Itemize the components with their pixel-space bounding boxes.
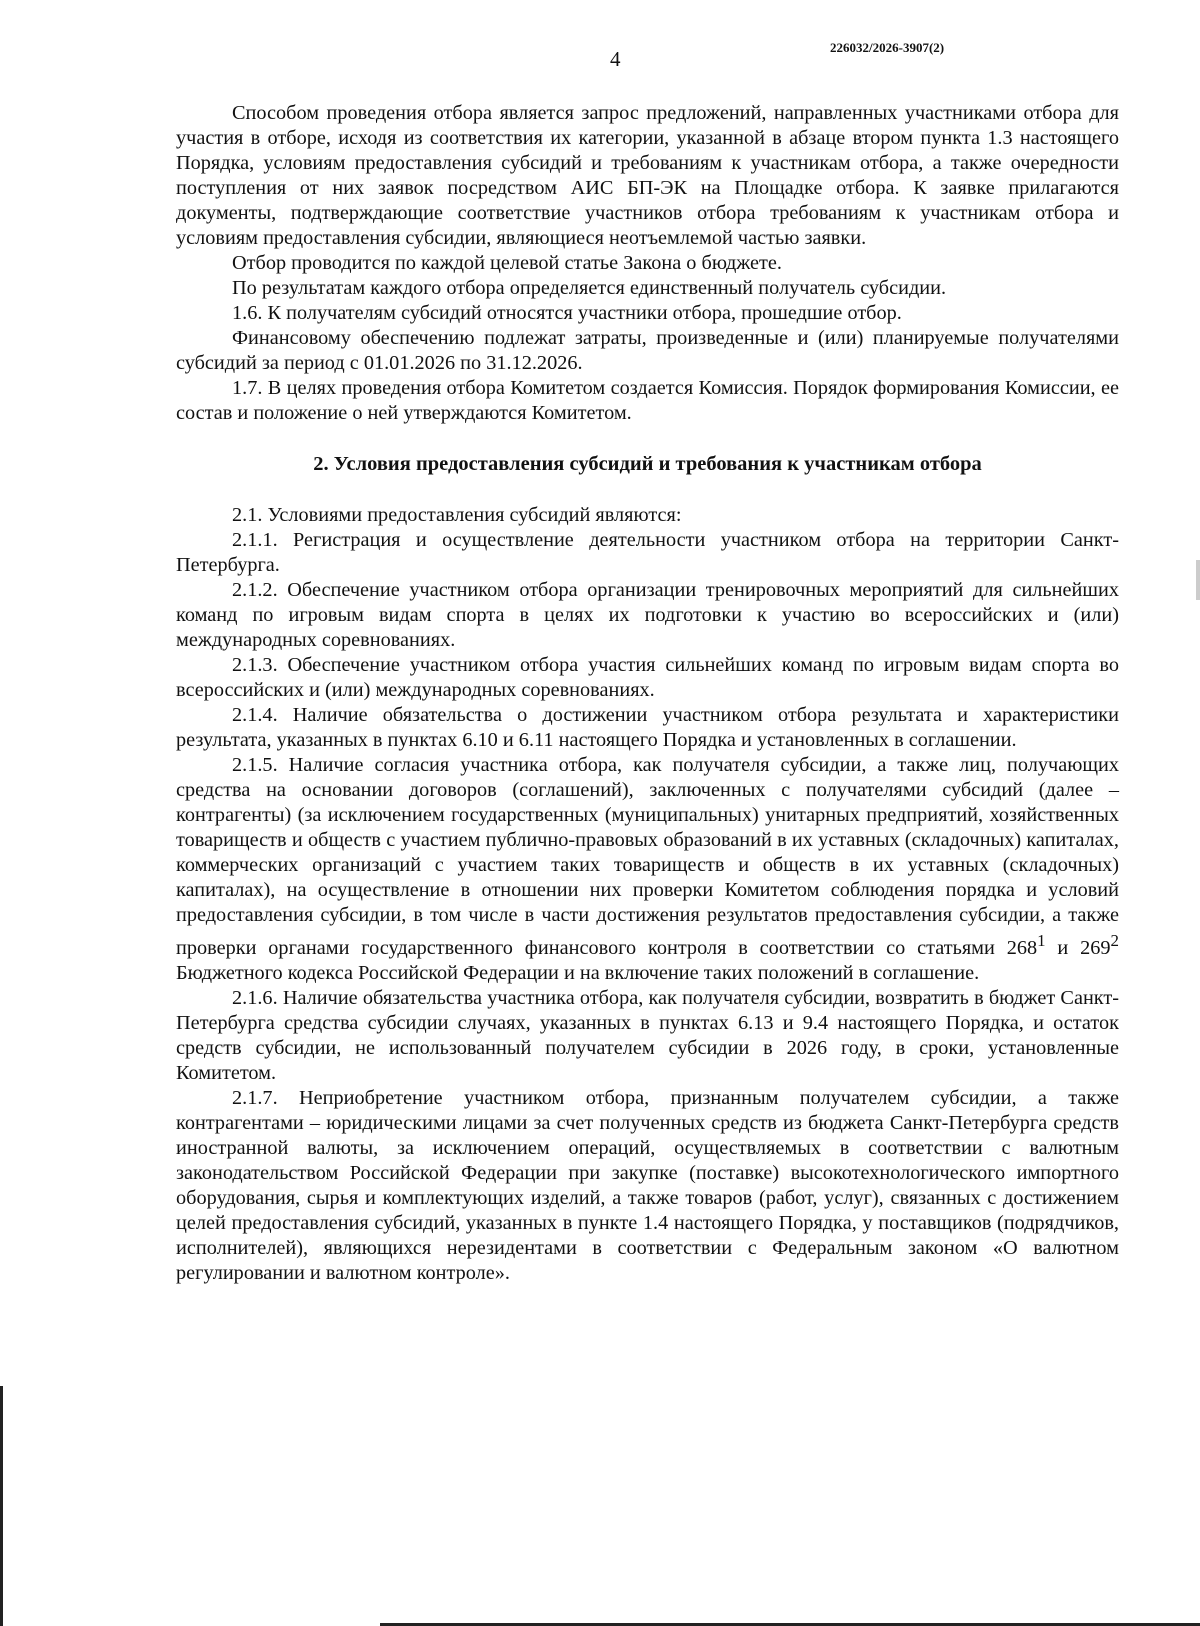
paragraph-2-1-3: 2.1.3. Обеспечение участником отбора участия сильнейших команд по игровым видам спорта во всероссийских и (или) международных соревнованиях. [176,654,1119,701]
article-268-superscript: 1 [1037,931,1046,950]
paragraph-selection-per-article: Отбор проводится по каждой целевой статье Закона о бюджете. [232,252,782,274]
paragraph-1-7: 1.7. В целях проведения отбора Комитетом создается Комиссия. Порядок формирования Комиссии, ее состав и положение о ней утверждаются Комитетом. [176,377,1119,424]
paragraph-2-1-5 [176,753,1119,986]
paragraph-selection-method: Способом проведения отбора является запрос предложений, направленных участниками отбора для участия в отборе, исходя из соответствия их категории, указанной в абзаце втором пункта 1.3 настоящего Порядка, условиям предоставления субсидий и требованиям к участникам отбора, а также очередности поступления от них заявок посредством АИС БП-ЭК на Площадке отбора. К заявке прилагаются документы, подтверждающие соответствие участников отбора требованиям к участникам отбора и условиям предоставления субсидии, являющиеся неотъемлемой частью заявки. [176,102,1119,249]
article-269-superscript: 2 [1110,931,1119,950]
paragraph-2-1-5-tail: Бюджетного кодекса Российской Федерации и на включение таких положений в соглашение. [176,961,980,984]
paragraph-2-1-7: 2.1.7. Неприобретение участником отбора, признанным получателем субсидии, а также контрагентами – юридическими лицами за счет полученных средств из бюджета Санкт-Петербурга средств иностранной валюты, за исключением операций, осуществляемых в соответствии с валютным законодательством Российской Федерации при закупке (поставке) высокотехнологического импортного оборудования, сырья и комплектующих изделий, а также товаров (работ, услуг), связанных с достижением целей предоставления субсидий, указанных в пункте 1.4 настоящего Порядка, у поставщиков (подрядчиков, исполнителей), являющихся нерезидентами в соответствии с Федеральным законом «О валютном регулировании и валютном контроле». [176,1086,1119,1284]
section-heading: 2. Условия предоставления субсидий и требования к участникам отбора [313,453,982,475]
paragraph-financing-period: Финансовому обеспечению подлежат затраты, произведенные и (или) планируемые получателями субсидий за период с 01.01.2026 по 31.12.2026. [176,327,1119,374]
conjunction: и [1045,936,1081,959]
paragraph-1-6: 1.6. К получателям субсидий относятся участники отбора, прошедшие отбор. [232,302,902,324]
paragraph-single-recipient: По результатам каждого отбора определяется единственный получатель субсидии. [232,277,947,299]
paragraph-2-1-5-text: 2.1.5. Наличие согласия участника отбора, как получателя субсидии, а также лиц, получающих средства на основании договоров (соглашений), заключенных с получателями субсидий (далее – контрагенты) (за исключением государственных (муниципальных) унитарных предприятий, хозяйственных товариществ и обществ с участием публично-правовых образований в их уставных (складочных) капиталах, коммерческих организаций с участием таких товариществ и обществ в их уставных (складочных) капиталах), на осуществление в отношении них проверки Комитетом соблюдения порядка и условий предоставления субсидии, в том числе в части достижения результатов предоставления субсидии, а также проверки органами государственного финансового контроля в соответствии со статьями [176,754,1119,959]
scan-edge-left [0,1386,3,1626]
scan-edge-right [1196,560,1200,600]
article-269: 269 [1080,936,1111,959]
paragraph-2-1: 2.1. Условиями предоставления субсидий являются: [232,504,682,526]
paragraph-2-1-2: 2.1.2. Обеспечение участником отбора организации тренировочных мероприятий для сильнейших команд по игровым видам спорта в целях их подготовки к участию во всероссийских и (или) международных соревнованиях. [176,579,1119,651]
document-id: 226032/2026-3907(2) [830,40,945,55]
paragraph-2-1-1: 2.1.1. Регистрация и осуществление деятельности участником отбора на территории Санкт-Петербурга. [176,529,1119,576]
article-268: 268 [1006,936,1038,959]
page-number: 4 [610,47,621,71]
document-body [176,101,1119,1286]
paragraph-2-1-4: 2.1.4. Наличие обязательства о достижении участником отбора результата и характеристики результата, указанных в пунктах 6.10 и 6.11 настоящего Порядка и установленных в соглашении. [176,704,1119,751]
paragraph-2-1-6: 2.1.6. Наличие обязательства участника отбора, как получателя субсидии, возвратить в бюджет Санкт-Петербурга средства субсидии случаях, указанных в пунктах 6.13 и 9.4 настоящего Порядка, и остаток средств субсидии, не использованный получателем субсидии в 2026 году, в сроки, установленные Комитетом. [176,986,1119,1084]
